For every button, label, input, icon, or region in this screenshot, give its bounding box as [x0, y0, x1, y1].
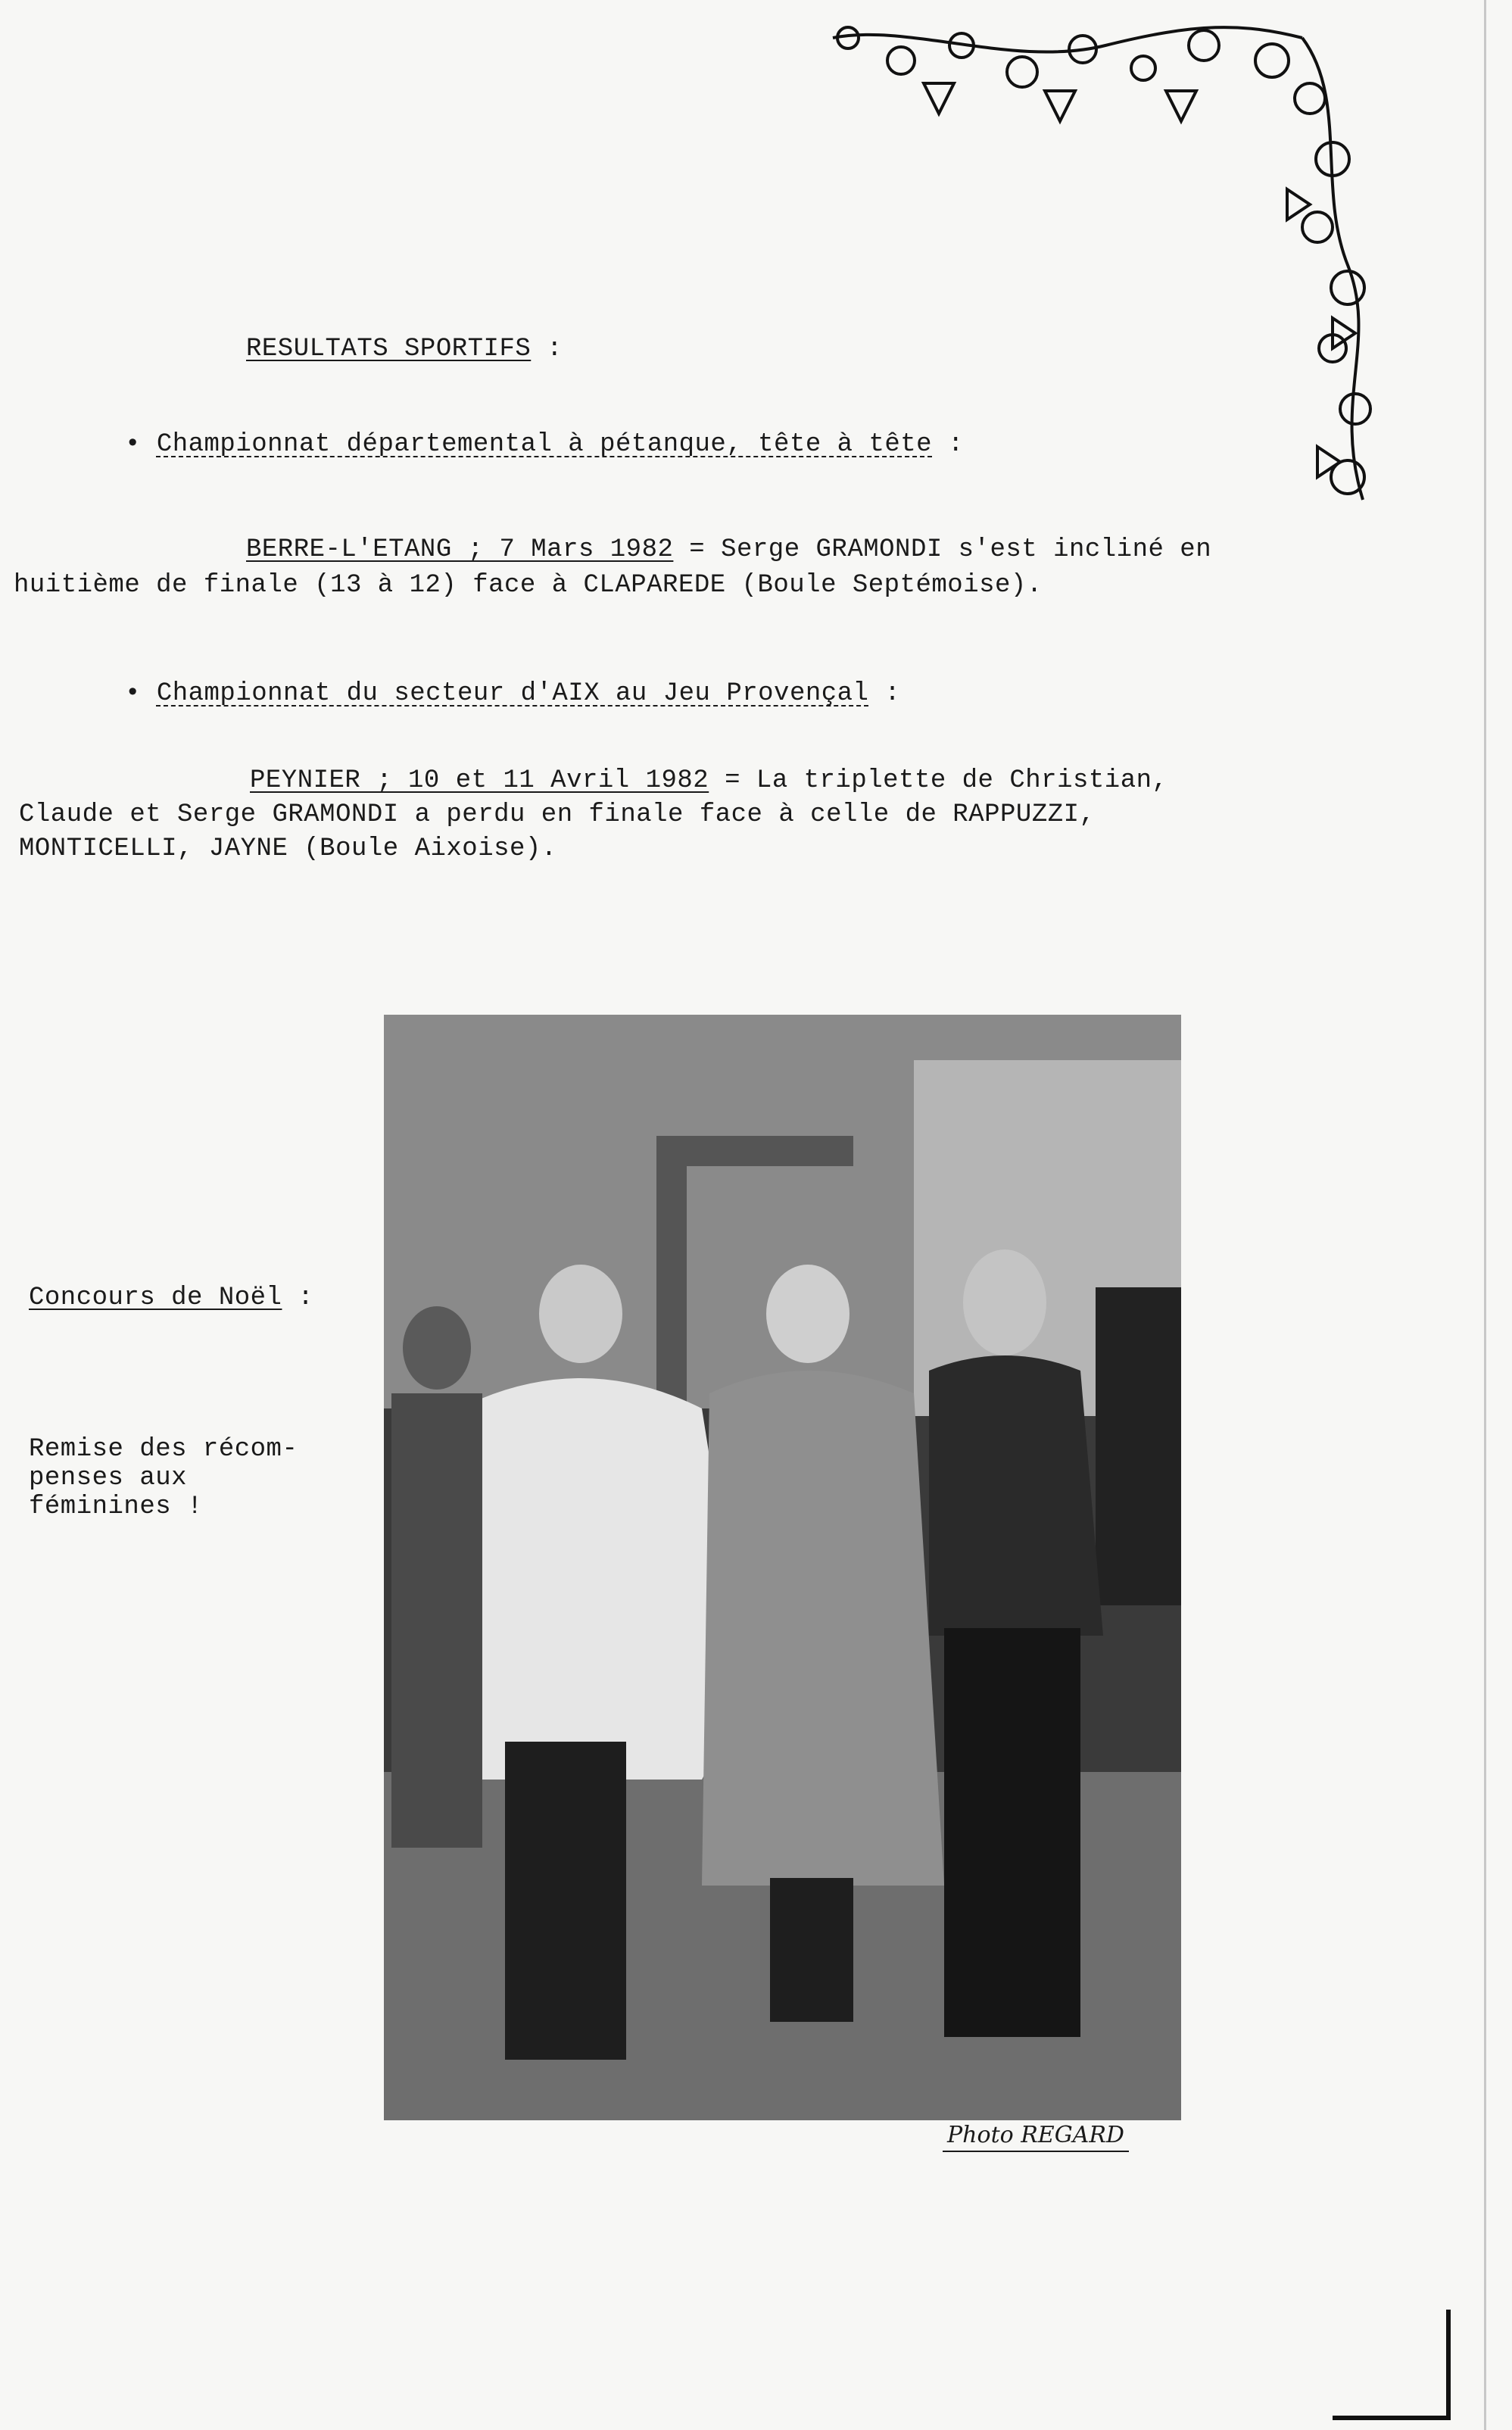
section1-title-text: Championnat départemental à pétanque, tête à tête	[156, 430, 933, 459]
section1-line1	[246, 534, 1211, 566]
section2-place-date: PEYNIER ; 10 et 11 Avril 1982	[250, 766, 709, 795]
group-photo	[384, 1015, 1181, 2120]
bullet: •	[125, 430, 141, 459]
caption-title-text: Concours de Noël	[29, 1284, 282, 1312]
caption-title	[29, 1282, 313, 1314]
page-edge-line	[1484, 0, 1486, 2430]
section1-title	[125, 429, 964, 460]
section2-colon: :	[868, 679, 901, 708]
section1-line1-rest: = Serge GRAMONDI s'est incliné en	[673, 535, 1212, 564]
section2-line3: MONTICELLI, JAYNE (Boule Aixoise).	[19, 834, 557, 863]
section2-title-text: Championnat du secteur d'AIX au Jeu Provençal	[156, 679, 869, 708]
page-corner-mark	[1333, 2310, 1451, 2420]
results-heading	[246, 333, 563, 365]
heading-colon: :	[531, 335, 563, 363]
photo-credit: Photo REGARD	[943, 2120, 1129, 2152]
section1-place-date: BERRE-L'ETANG ; 7 Mars 1982	[246, 535, 674, 564]
results-heading-text: RESULTATS SPORTIFS	[246, 335, 532, 363]
bullet: •	[125, 679, 141, 708]
section2-line2: Claude et Serge GRAMONDI a perdu en finale face à celle de RAPPUZZI,	[19, 800, 1096, 829]
section2-line1-rest: = La triplette de Christian,	[709, 766, 1168, 795]
section1-colon: :	[932, 430, 964, 459]
photo-illustration	[384, 1015, 1181, 2120]
caption-text: Remise des récom- penses aux féminines !	[29, 1435, 298, 1521]
section2-title	[125, 678, 900, 710]
section2-line1	[250, 765, 1168, 797]
caption-colon: :	[282, 1284, 314, 1312]
section1-line2: huitième de finale (13 à 12) face à CLAPAREDE (Boule Septémoise).	[14, 571, 1043, 600]
